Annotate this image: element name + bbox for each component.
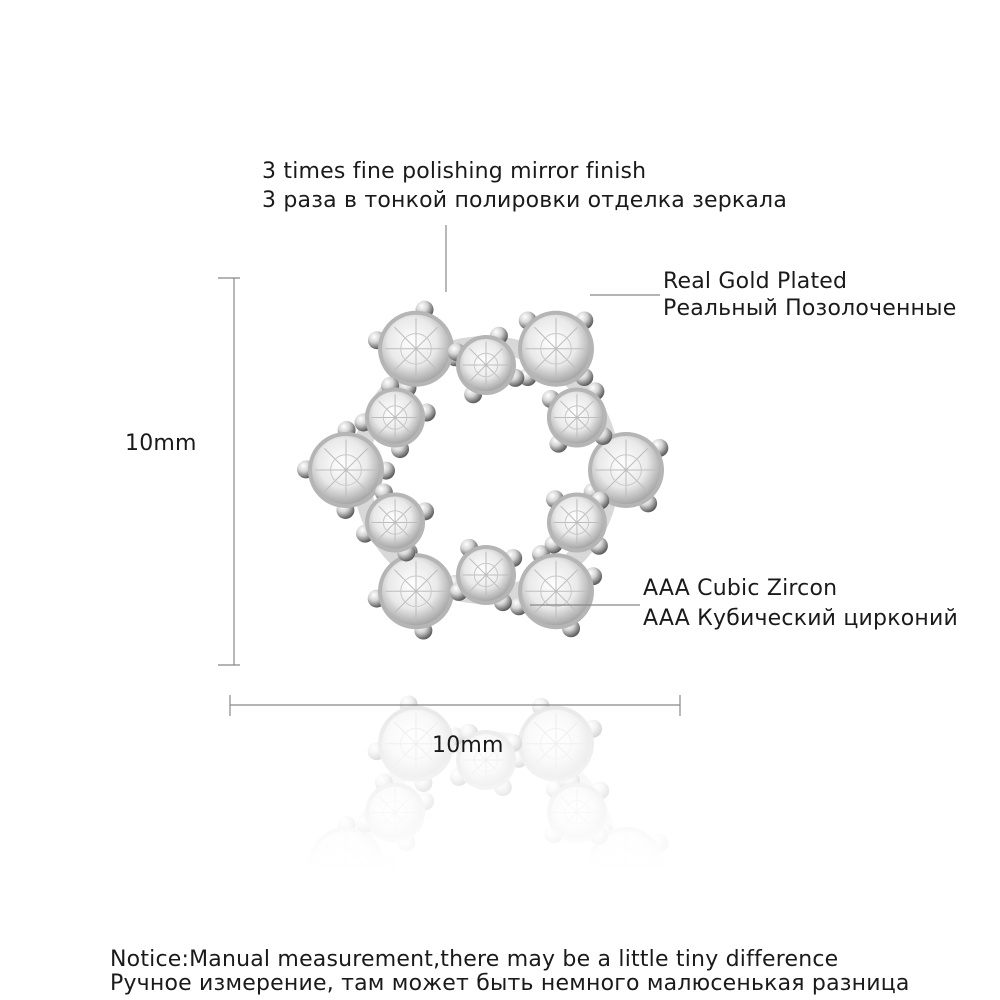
zircon-stone	[510, 545, 602, 637]
stone-gem	[369, 892, 421, 944]
zircon-stone	[518, 311, 594, 387]
zircon-stone	[545, 490, 610, 555]
gold-label-ru: Реальный Позолоченные	[663, 296, 957, 321]
stone-facet	[379, 918, 396, 935]
zircon-stone	[448, 327, 525, 404]
zircon-label-ru: AAA Кубический цирконий	[643, 606, 958, 631]
stone-table	[565, 906, 588, 929]
prong-ball	[542, 890, 560, 908]
stone-facet	[560, 901, 577, 918]
stone-setting	[365, 888, 425, 948]
notice-en: Notice:Manual measurement,there may be a little tiny difference	[110, 947, 839, 972]
notice-ru: Ручное измерение, там может быть немного малюсенькая разница	[110, 971, 910, 996]
height-label: 10mm	[125, 431, 197, 456]
prong-ball	[594, 927, 612, 945]
zircon-stone	[542, 382, 612, 452]
stone-gem	[551, 892, 603, 944]
prong-ball	[381, 877, 399, 895]
prong-ball	[639, 889, 657, 907]
gold-label-en: Real Gold Plated	[663, 269, 848, 294]
prong-ball	[418, 904, 436, 922]
prong-ball	[584, 878, 602, 896]
stone-facet	[379, 901, 396, 918]
prong-ball	[354, 913, 372, 931]
stone-table	[383, 906, 406, 929]
height-dimension-line	[218, 278, 240, 665]
polish-label-ru: 3 раза в тонкой полировки отделка зеркала	[262, 188, 787, 213]
polish-label-en: 3 times fine polishing mirror finish	[262, 159, 647, 184]
reflection-fade	[240, 670, 710, 870]
stone-facet	[577, 918, 594, 935]
stone-facet	[560, 918, 577, 935]
stone-facet	[395, 901, 412, 918]
zircon-stone	[368, 543, 465, 640]
zircon-label-en: AAA Cubic Zircon	[643, 576, 838, 601]
stone-setting	[547, 888, 607, 948]
earring-snowflake	[297, 301, 668, 640]
prong-ball	[336, 896, 354, 914]
width-label: 10mm	[432, 733, 504, 758]
stone-facet	[577, 901, 594, 918]
zircon-stone	[450, 539, 522, 611]
prong-ball	[586, 882, 604, 900]
zircon-stone	[542, 882, 612, 952]
stone-facet	[395, 918, 412, 935]
